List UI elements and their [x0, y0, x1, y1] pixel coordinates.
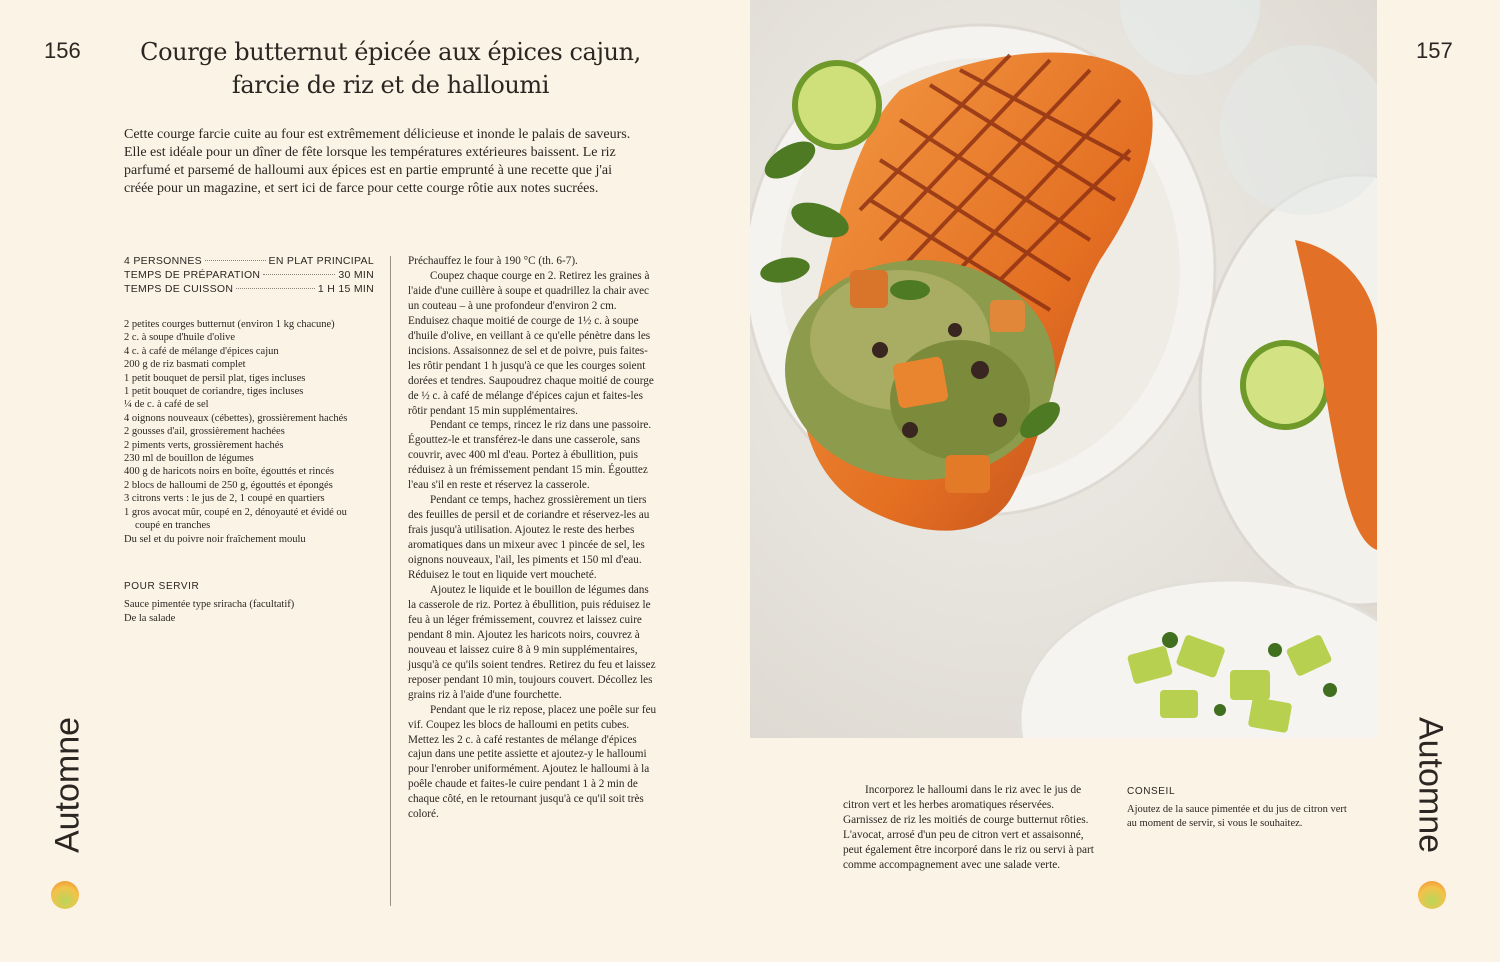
ingredient-list	[124, 318, 374, 546]
meta-cook-time: TEMPS DE CUISSON 1 H 15 MIN	[124, 283, 374, 295]
method-text	[408, 254, 658, 822]
ingredient-item: 1 petit bouquet de coriandre, tiges incluses	[124, 386, 304, 398]
serve-item: De la salade	[124, 613, 176, 624]
recipe-intro: Cette courge farcie cuite au four est extrêmement délicieuse et inonde le palais de saveurs. Elle est idéale pour un dîner de fête lorsque les températures extérieures baissent. Le riz parfumé et parsemé de halloumi aux épices est en partie emprunté à une recette que j'ai créée pour un magazine, et sert ici de farce pour cette courge rôtie aux notes sucrées.	[124, 127, 631, 196]
season-label-left: Automne	[48, 716, 87, 854]
ingredient-item: 4 oignons nouveaux (cébettes), grossièrement hachés	[124, 412, 348, 424]
ingredient-item: ¼ de c. à café de sel	[124, 399, 209, 411]
column-divider	[390, 256, 391, 906]
ingredient-item: Du sel et du poivre noir fraîchement moulu	[124, 533, 306, 545]
stuffed-squash-illustration	[750, 0, 1377, 738]
ingredient-item: 2 blocs de halloumi de 250 g, égouttés et épongés	[124, 479, 333, 491]
ingredient-item: 2 gousses d'ail, grossièrement hachées	[124, 426, 285, 438]
ingredient-item: 3 citrons verts : le jus de 2, 1 coupé en quartiers	[124, 493, 325, 505]
method-continued	[843, 783, 1095, 873]
method-step: Coupez chaque courge en 2. Retirez les graines à l'aide d'une cuillère à soupe et quadrillez la chair avec un couteau – à une profondeur d'environ 2 cm. Enduisez chaque moitié de courge de 1½ c. à soupe d'huile d'olive, en veillant à ce qu'elle pénètre dans les incisions. Assaisonnez de sel et de poivre, puis faites-les rôtir pendant 1 h jusqu'à ce que les courges soient dorées et tendres. Saupoudrez chaque moitié de courge de ½ c. à café de mélange d'épices cajun et faites-les rôtir pendant 15 min supplémentaires.	[408, 269, 654, 417]
page-number-right: 157	[1416, 38, 1453, 63]
serve-list	[124, 598, 374, 626]
recipe-meta	[124, 254, 374, 296]
season-dot-right	[1418, 881, 1446, 909]
ingredient-item: 230 ml de bouillon de légumes	[124, 453, 254, 465]
serve-item: Sauce pimentée type sriracha (facultatif)	[124, 599, 295, 610]
tip-text: Ajoutez de la sauce pimentée et du jus de citron vert au moment de servir, si vous le souhaitez.	[1127, 804, 1347, 829]
method-step: Ajoutez le liquide et le bouillon de légumes dans la casserole de riz. Portez à ébullition, puis réduisez le feu à un léger frémissement, couvrez et laissez cuire pendant 8 min. Ajoutez les haricots noirs, couvrez à nouveau et laissez cuire 8 à 9 min supplémentaires, jusqu'à ce qu'ils soient tendres. Retirez du feu et laissez reposer pendant 10 min, toujours couvert. Décollez les grains riz à l'aide d'une fourchette.	[408, 583, 656, 701]
tip-heading: CONSEIL	[1127, 786, 1176, 797]
ingredient-item: 4 c. à café de mélange d'épices cajun	[124, 345, 279, 357]
method-step: Pendant ce temps, rincez le riz dans une passoire. Égouttez-le et transférez-le dans une casserole, sans couvrir, avec 400 ml d'eau. Portez à ébullition, puis réduisez à un frémissement pendant 15 min. Égouttez l'eau s'il en reste et réservez la casserole.	[408, 419, 652, 492]
meta-servings: 4 PERSONNES EN PLAT PRINCIPAL	[124, 255, 374, 267]
title-line-2: farcie de riz et de halloumi	[231, 71, 550, 99]
method-step: Préchauffez le four à 190 °C (th. 6-7).	[408, 255, 578, 267]
season-dot-left	[51, 881, 79, 909]
ingredient-item: 200 g de riz basmati complet	[124, 359, 246, 371]
page-number-left: 156	[44, 38, 81, 63]
ingredient-item: 2 piments verts, grossièrement hachés	[124, 439, 284, 451]
ingredient-item: 1 gros avocat mûr, coupé en 2, dénoyauté et évidé ou coupé en tranches	[124, 506, 347, 532]
recipe-title	[118, 36, 663, 102]
dish-photo	[750, 0, 1377, 738]
method-step: Pendant ce temps, hachez grossièrement un tiers des feuilles de persil et de coriandre et réservez-les au frais jusqu'à utilisation. Ajoutez le reste des herbes aromatiques dans un mixeur avec 1 pincée de sel, les oignons nouveaux, l'ail, les piments et 150 ml d'eau. Réduisez le tout en liquide vert moucheté.	[408, 494, 650, 582]
ingredient-item: 400 g de haricots noirs en boîte, égouttés et rincés	[124, 466, 334, 478]
title-line-1: Courge butternut épicée aux épices cajun,	[140, 38, 641, 66]
serve-heading: POUR SERVIR	[124, 581, 200, 592]
ingredient-item: 2 petites courges butternut (environ 1 kg chacune)	[124, 319, 335, 330]
method-step: Pendant que le riz repose, placez une poêle sur feu vif. Coupez les blocs de halloumi en petits cubes. Mettez les 2 c. à café restantes de mélange d'épices cajun dans une petite assiette et ajoutez-y le halloumi pour l'enrober uniformément. Ajoutez le halloumi à la poêle chaude et faites-le cuire pendant 1 à 2 min de chaque côté, en le retournant jusqu'à ce qu'il soit très coloré.	[408, 703, 657, 821]
season-label-right: Automne	[1411, 716, 1450, 854]
method-step: Incorporez le halloumi dans le riz avec le jus de citron vert et les herbes aromatiques réservées. Garnissez de riz les moitiés de courge butternut rôties. L'avocat, arrosé d'un peu de citron vert et assaisonné, peut également être incorporé dans le riz ou servi à part comme accompagnement avec une salade verte.	[843, 784, 1094, 871]
ingredient-item: 2 c. à soupe d'huile d'olive	[124, 332, 236, 344]
ingredient-item: 1 petit bouquet de persil plat, tiges incluses	[124, 372, 306, 384]
meta-prep-time: TEMPS DE PRÉPARATION 30 MIN	[124, 269, 374, 281]
